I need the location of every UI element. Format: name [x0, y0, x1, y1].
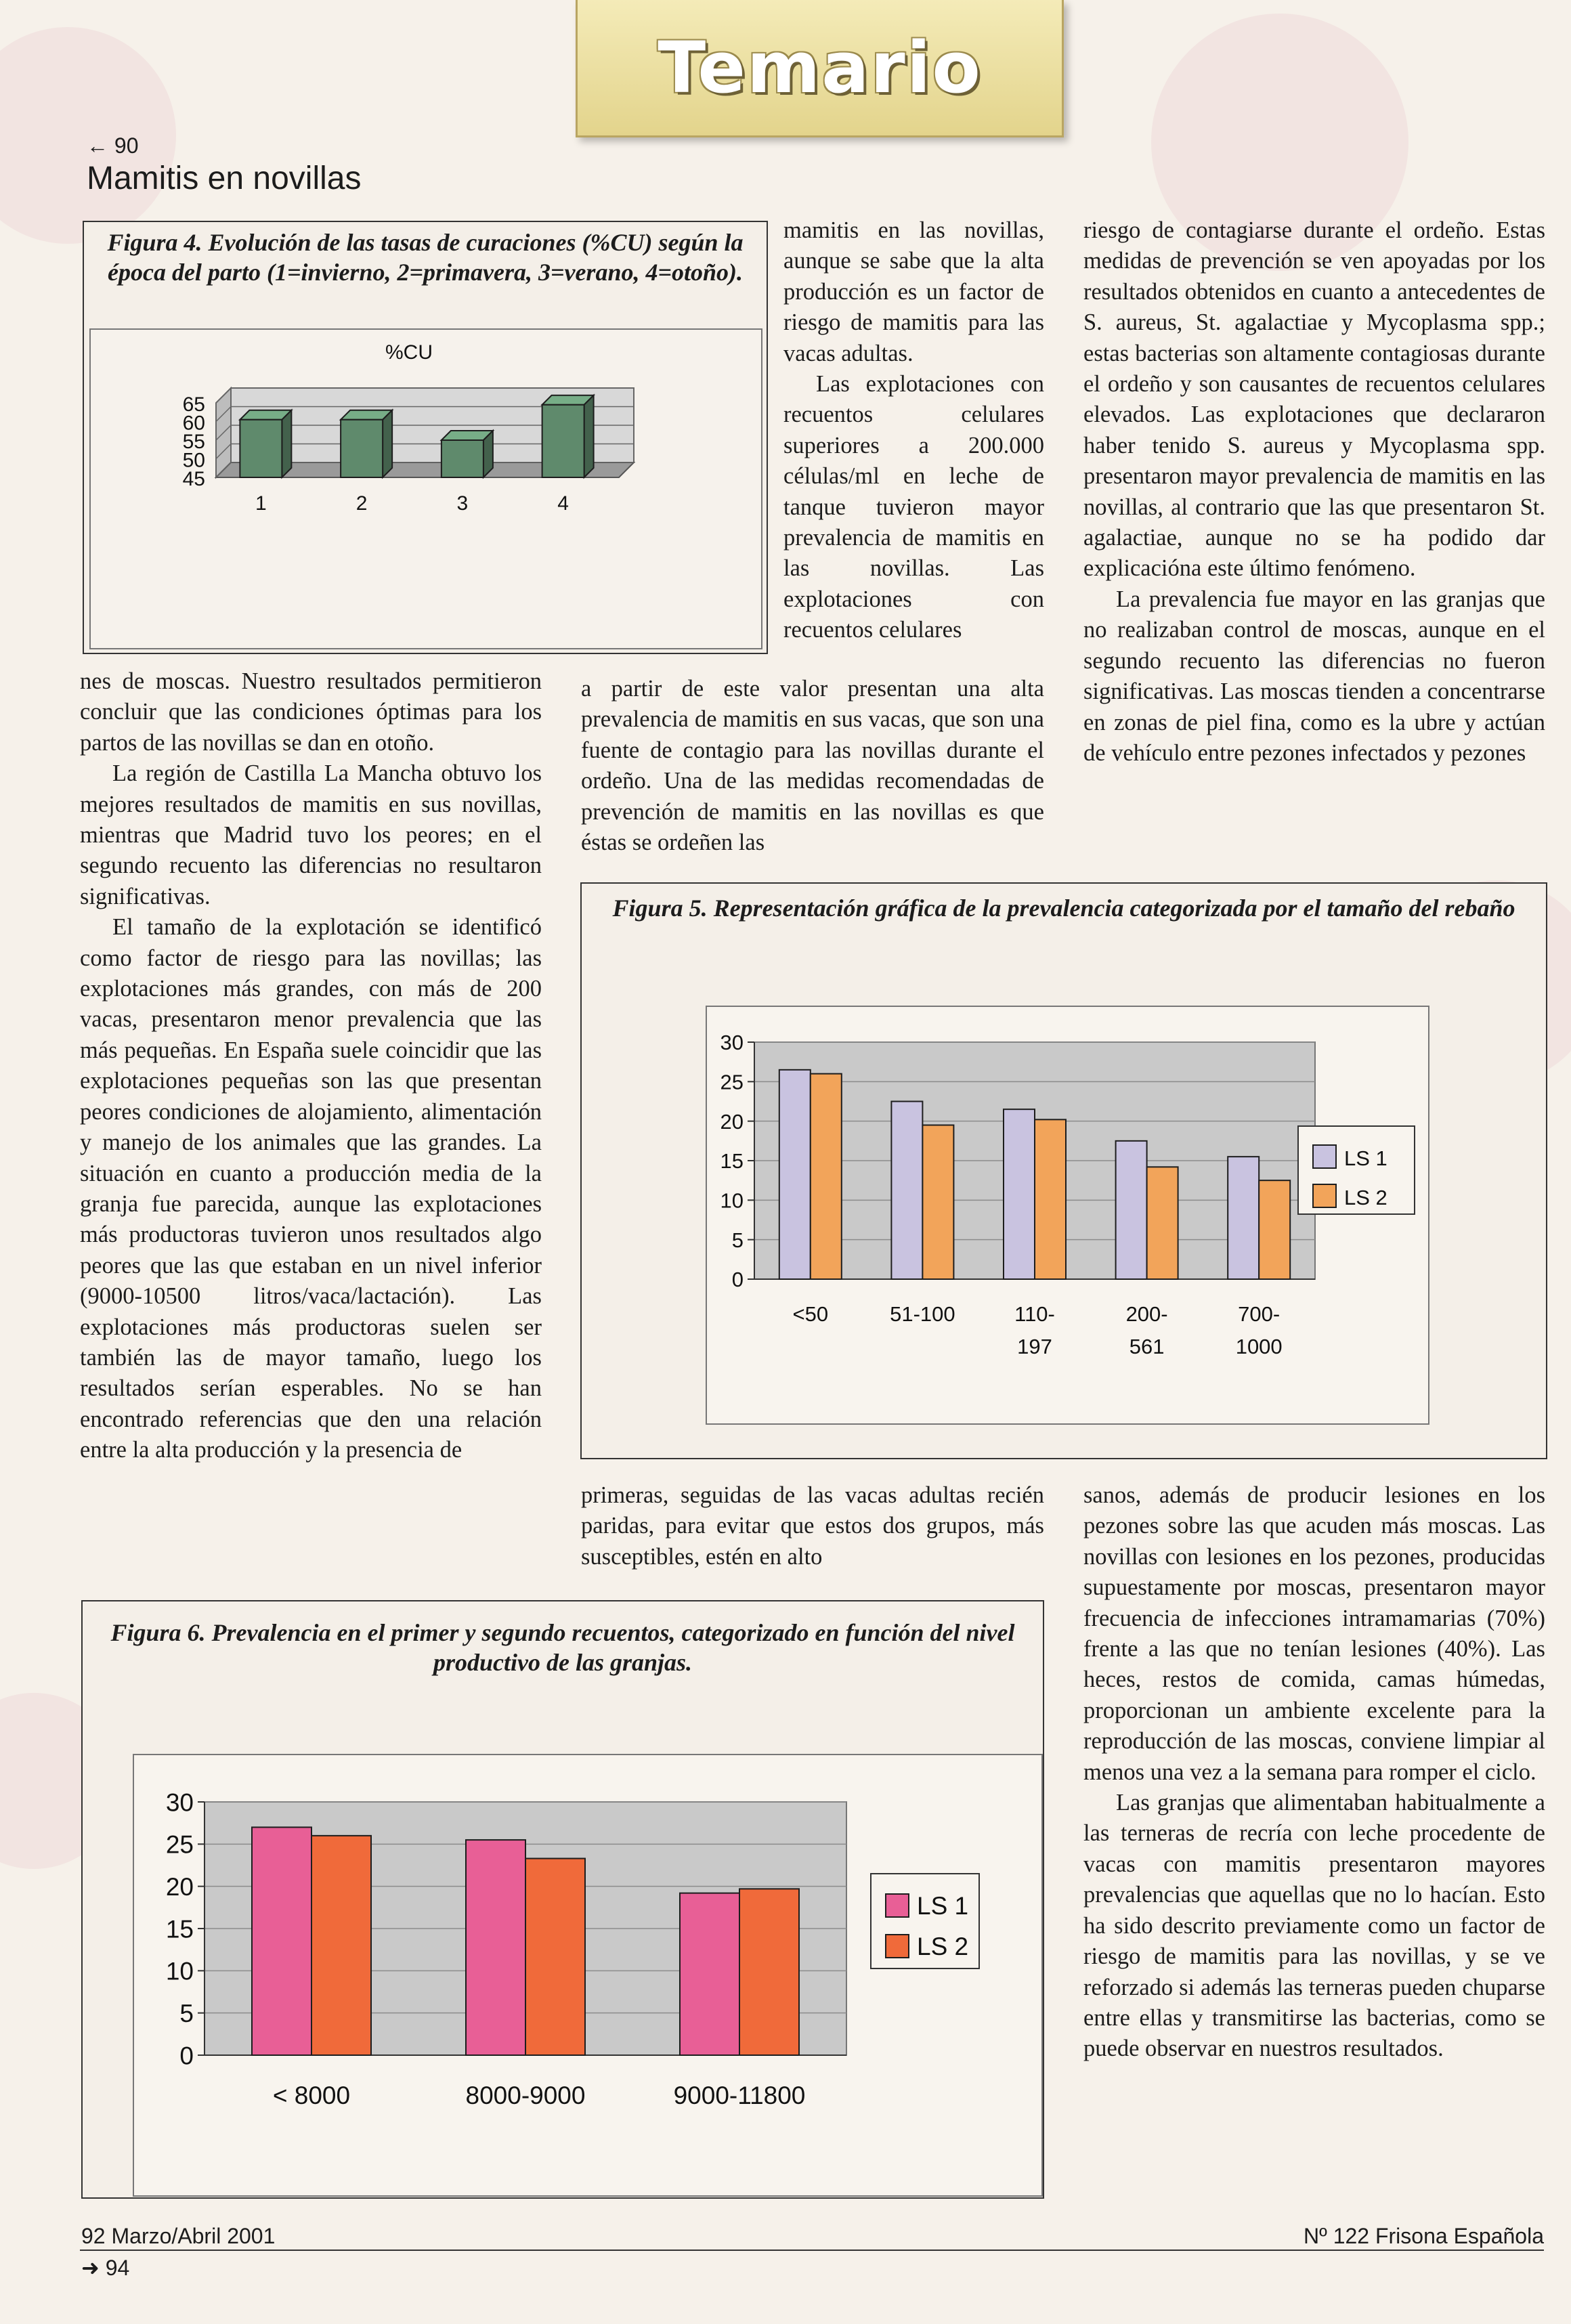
x-tick-label: 9000-11800: [673, 2082, 806, 2109]
section-tab-title: Temario: [658, 26, 982, 109]
y-tick-label: 25: [720, 1070, 744, 1094]
x-tick-label: 1000: [1235, 1335, 1283, 1359]
figure-5-chart: [582, 884, 1546, 1458]
paragraph: Las explotaciones con recuentos celulares superiores a 200.000 células/ml en leche de tanque tuvieron mayor prevalencia de mamitis en las novillas. Las explotaciones con recuentos celulares: [783, 371, 1044, 643]
bar-side: [282, 410, 291, 477]
bar: [1228, 1157, 1259, 1279]
bar: [779, 1070, 811, 1279]
bar: [1147, 1167, 1178, 1279]
footer-rule: [80, 2250, 1544, 2251]
y-tick-label: 50: [182, 449, 205, 472]
paragraph: El tamaño de la explotación se identificó como factor de riesgo para las novillas; las explotaciones más grandes, con más de 200 vacas, presentaron menor prevalencia que las más pequeñas. En España suele coincidir que las explotaciones pequeñas son las que presentan peores condiciones de alojamiento, alimentación y manejo de los animales que las grandes. La situación en cuanto a producción media de la granja fue parecida, aunque las explotaciones más productoras tuvieron unos resultados algo peores que las que estaban en un nivel inferior (9000-10500 litros/vaca/lactación). Las explotaciones más productoras suelen ser también las de mayor tamaño, luego los resultados serían esperables. No se han encontrado referencias que den una relación entre la alta producción y la presencia de: [80, 914, 542, 1463]
bar: [1035, 1119, 1066, 1279]
y-tick-label: 15: [720, 1149, 744, 1174]
bar: [240, 420, 282, 477]
y-tick-label: 30: [165, 1788, 194, 1817]
y-tick-label: 10: [720, 1188, 744, 1213]
x-tick-label: 700-: [1238, 1302, 1281, 1326]
text-column-3-bottom: [1083, 1480, 1545, 2065]
paragraph: La región de Castilla La Mancha obtuvo los mejores resultados de mamitis en sus novillas, mientras que Madrid tuvo los peores; en el segundo recuento las diferencias no resultaron significativas.: [80, 760, 542, 909]
figure-5-caption: Figura 5. Representación gráfica de la prevalencia categorizada por el tamaño del rebaño: [612, 895, 1515, 922]
bar: [341, 420, 383, 477]
paragraph: sanos, además de producir lesiones en los pezones sobre las que acuden más moscas. Las novillas con lesiones en los pezones, producidas supuestamente por moscas, presentaron mayor frecuencia de infecciones intramamarias (70%) frente a las que no tenían lesiones (40%). Las heces, restos de comida, camas húmedas, proporcionan un ambiente excelente para la reproducción de las moscas, conviene limpiar al menos una vez a la semana para romper el ciclo.: [1083, 1482, 1545, 1785]
y-tick-label: 25: [165, 1830, 194, 1859]
bar: [739, 1889, 799, 2055]
x-tick-label: 197: [1017, 1335, 1052, 1359]
legend-label: LS 1: [917, 1892, 969, 1920]
x-tick-label: 3: [456, 492, 469, 515]
footer-issue-date: 92 Marzo/Abril 2001: [81, 2224, 276, 2248]
bar: [680, 1893, 739, 2055]
legend-swatch: [886, 1894, 909, 1917]
y-tick-label: 10: [165, 1957, 194, 1985]
x-tick-label: 51-100: [890, 1302, 955, 1326]
section-tab: [576, 0, 1064, 137]
text-column-2-top: [783, 215, 1044, 646]
y-tick-label: 5: [179, 1999, 194, 2027]
previous-page-link[interactable]: ← 90: [87, 133, 139, 158]
figure-4-chart: [84, 222, 767, 653]
y-tick-label: 65: [182, 393, 205, 416]
bar: [525, 1859, 585, 2055]
bar: [811, 1074, 842, 1279]
y-tick-label: 20: [165, 1872, 194, 1901]
next-page-link[interactable]: ➜ 94: [81, 2256, 130, 2280]
legend-label: LS 2: [1344, 1186, 1387, 1209]
text-column-2-bottom: [581, 1480, 1044, 1572]
bar: [252, 1827, 311, 2055]
bar-side: [584, 395, 594, 477]
y-tick-label: 15: [165, 1915, 194, 1943]
text-column-2-middle: [581, 674, 1044, 858]
text-column-3-top: [1083, 215, 1545, 769]
legend-label: LS 1: [1344, 1146, 1387, 1170]
x-tick-label: 1: [255, 492, 267, 515]
x-tick-label: 4: [557, 492, 569, 515]
page-title: Mamitis en novillas: [87, 160, 362, 196]
y-tick-label: 45: [182, 468, 205, 490]
figure-5: [580, 882, 1547, 1459]
bar: [922, 1125, 953, 1280]
legend-swatch: [1313, 1145, 1336, 1168]
bar: [1116, 1141, 1147, 1279]
y-tick-label: 0: [731, 1268, 744, 1292]
legend-swatch: [1313, 1184, 1336, 1207]
bar: [1259, 1180, 1290, 1279]
y-tick-label: 0: [179, 2042, 194, 2070]
x-tick-label: 2: [356, 492, 368, 515]
x-tick-label: < 8000: [272, 2082, 351, 2109]
y-tick-label: 55: [182, 431, 205, 453]
text-column-1: [80, 666, 542, 1466]
footer-publication: Nº 122 Frisona Española: [1304, 2224, 1544, 2248]
bar: [1004, 1109, 1035, 1279]
bar: [442, 440, 483, 477]
figure-4-caption: Figura 4. Evolución de las tasas de curaciones (%CU) según la época del parto (1=invierno, 2=primavera, 3=verano, 4=otoño).: [107, 229, 744, 286]
paragraph: riesgo de contagiarse durante el ordeño. Estas medidas de prevención se ven apoyadas por los resultados obtenidos en cuanto a antecedentes de S. aureus, St. agalactiae y Mycoplasma spp.; estas bacterias son altamente contagiosas durante el ordeño y son causantes de recuentos celulares elevados. Las explotaciones que declararon haber tenido S. aureus y Mycoplasma spp. presentaron mayor prevalencia de mamitis en las novillas, al contrario que las que presentaron St. agalactiae, aunque no se ha podido dar explicacióna este último fenómeno.: [1083, 217, 1545, 582]
chart-title: %CU: [385, 341, 433, 364]
bar: [311, 1836, 371, 2055]
y-tick-label: 20: [720, 1109, 744, 1134]
x-tick-label: <50: [792, 1302, 829, 1326]
y-tick-label: 30: [720, 1031, 744, 1055]
paragraph: mamitis en las novillas, aunque se sabe que la alta producción es un factor de riesgo de mamitis para las vacas adultas.: [783, 217, 1044, 366]
paragraph: La prevalencia fue mayor en las granjas que no realizaban control de moscas, aunque en el segundo recuento las diferencias no fueron significativas. Las moscas tienden a concentrarse en zonas de piel fina, como es la ubre y actúan de vehículo entre pezones infectados y pezones: [1083, 586, 1545, 766]
y-tick-label: 60: [182, 412, 205, 435]
paragraph: nes de moscas. Nuestro resultados permitieron concluir que las condiciones óptimas para los partos de las novillas se dan en otoño.: [80, 668, 542, 756]
figure-6: [81, 1600, 1044, 2199]
paragraph: Las granjas que alimentaban habitualmente a las terneras de recría con leche procedente de vacas con mamitis presentaron mayores prevalencias que aquellas que no lo hacían. Esto ha sido descrito previamente como un factor de riesgo de mamitis para las novillas, y se ve reforzado si además las terneras pueden chuparse entre ellas y transmitirse las bacterias, como se puede observar en nuestros resultados.: [1083, 1790, 1545, 2062]
bar: [466, 1840, 525, 2055]
paragraph: a partir de este valor presentan una alta prevalencia de mamitis en sus vacas, que son una fuente de contagio para las novillas durante el ordeño. Una de las medidas recomendadas de prevención de mamitis en las novillas es que éstas se ordeñen las: [581, 676, 1044, 856]
bar: [542, 405, 584, 477]
paragraph: primeras, seguidas de las vacas adultas recién paridas, para evitar que estos dos grupos, más susceptibles, estén en alto: [581, 1482, 1044, 1570]
legend-label: LS 2: [917, 1933, 969, 1960]
x-tick-label: 561: [1129, 1335, 1165, 1359]
figure-4: [83, 221, 768, 654]
legend-swatch: [886, 1935, 909, 1958]
figure-6-caption: Figura 6. Prevalencia en el primer y segundo recuentos, categorizado en función del nivel productivo de las granjas.: [110, 1619, 1015, 1676]
figure-6-chart: [83, 1601, 1043, 2197]
bar-side: [383, 410, 392, 477]
y-tick-label: 5: [731, 1228, 744, 1252]
bar: [891, 1102, 922, 1280]
x-tick-label: 8000-9000: [465, 2082, 586, 2109]
x-tick-label: 200-: [1125, 1302, 1168, 1326]
x-tick-label: 110-: [1014, 1302, 1055, 1326]
